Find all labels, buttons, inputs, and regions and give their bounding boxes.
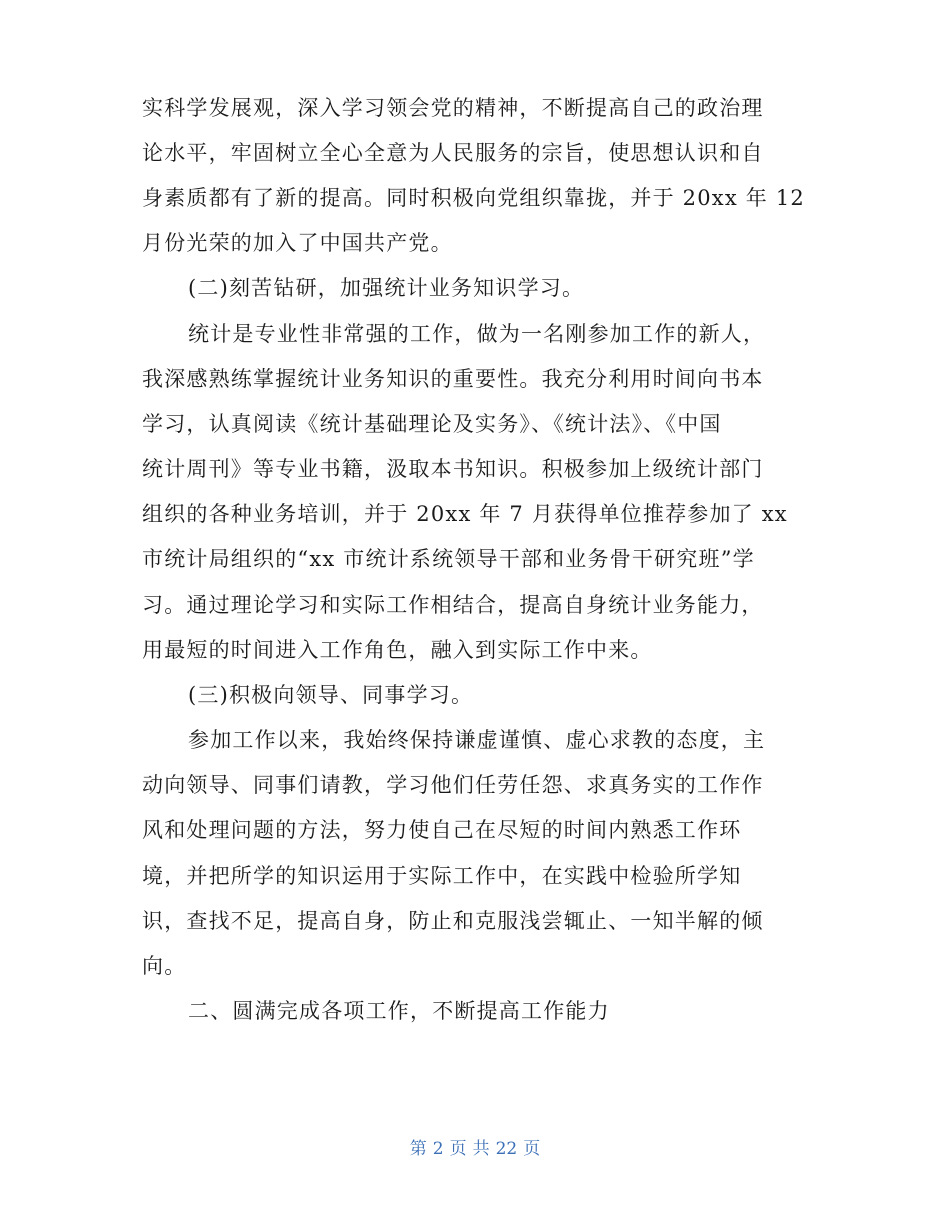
paragraph-line: 动向领导、同事们请教，学习他们任劳任怨、求真务实的工作作 (142, 773, 764, 797)
paragraph-line: 组织的各种业务培训，并于 20xx 年 7 月获得单位推荐参加了 xx (142, 502, 788, 526)
paragraph-line: 论水平，牢固树立全心全意为人民服务的宗旨，使思想认识和自 (142, 141, 764, 165)
footer-page-label: 第 (409, 1139, 427, 1159)
footer-total-unit: 页 (523, 1139, 541, 1159)
footer-current-page: 2 (432, 1139, 444, 1159)
paragraph-line: 境，并把所学的知识运用于实际工作中，在实践中检验所学知 (142, 864, 742, 888)
paragraph-line: 参加工作以来，我始终保持谦虚谨慎、虚心求教的态度，主 (188, 728, 766, 752)
paragraph-line: 向。 (142, 954, 187, 978)
paragraph-line: 识，查找不足，提高自身，防止和克服浅尝辄止、一知半解的倾 (142, 909, 764, 933)
section-heading: 二、圆满完成各项工作，不断提高工作能力 (188, 999, 610, 1023)
paragraph-line: 风和处理问题的方法，努力使自己在尽短的时间内熟悉工作环 (142, 818, 742, 842)
footer-total-label: 共 (472, 1139, 490, 1159)
paragraph-line: 我深感熟练掌握统计业务知识的重要性。我充分利用时间向书本 (142, 367, 764, 391)
paragraph-line: 用最短的时间进入工作角色，融入到实际工作中来。 (142, 638, 653, 662)
page-footer (0, 1134, 950, 1159)
paragraph-line: 实科学发展观，深入学习领会党的精神，不断提高自己的政治理 (142, 96, 764, 120)
paragraph-line: 学习，认真阅读《统计基础理论及实务》、《统计法》、《中国 (142, 412, 722, 436)
paragraph-line: 市统计局组织的“xx 市统计系统领导干部和业务骨干研究班”学 (142, 547, 755, 571)
paragraph-line: 身素质都有了新的提高。同时积极向党组织靠拢，并于 20xx 年 12 (142, 186, 805, 210)
section-heading: (三)积极向领导、同事学习。 (188, 683, 474, 707)
paragraph-line: 月份光荣的加入了中国共产党。 (142, 231, 453, 255)
section-heading: (二)刻苦钻研，加强统计业务知识学习。 (188, 276, 585, 300)
paragraph-line: 习。通过理论学习和实际工作相结合，提高自身统计业务能力， (142, 593, 764, 617)
paragraph-line: 统计周刊》等专业书籍，汲取本书知识。积极参加上级统计部门 (142, 457, 764, 481)
footer-total-pages: 22 (495, 1139, 518, 1159)
paragraph-line: 统计是专业性非常强的工作，做为一名刚参加工作的新人， (188, 322, 766, 346)
footer-page-unit: 页 (449, 1139, 467, 1159)
